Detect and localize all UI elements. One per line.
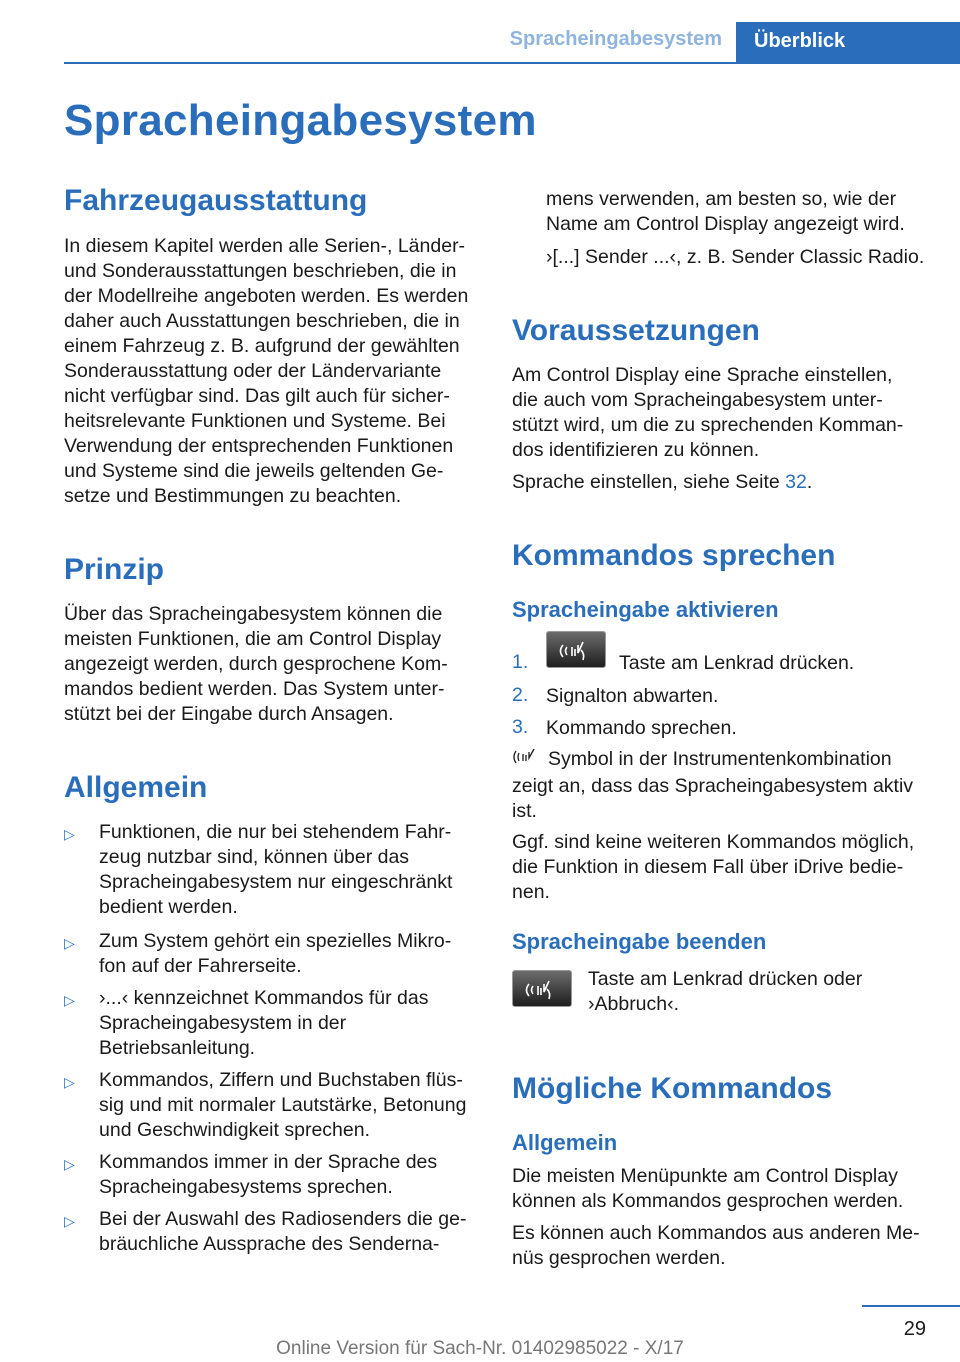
- page-number-rule: [862, 1305, 960, 1307]
- moegliche-paragraph-2: Es können auch Kommandos aus anderen Me- nüs gesprochen werden.: [512, 1222, 920, 1269]
- heading-moegliche-kommandos: Mögliche Kommandos: [512, 1072, 833, 1105]
- list-item: Zum System gehört ein spezielles Mikro- fon auf der Fahrerseite.: [99, 930, 452, 977]
- ggf-paragraph: Ggf. sind keine weiteren Kommandos möglich, die Funktion in diesem Fall über iDrive bedie- nen.: [512, 831, 915, 903]
- list-item: Kommandos, Ziffern und Buchstaben flüs- sig und mit normaler Lautstärke, Betonung und Geschwindigkeit sprechen.: [99, 1069, 467, 1141]
- voice-button-image: [512, 970, 572, 1007]
- voice-symbol-icon: [512, 747, 544, 774]
- header-rule: [64, 62, 736, 64]
- beenden-paragraph: Taste am Lenkrad drücken oder ›Abbruch‹.: [588, 968, 863, 1015]
- bullet-marker: ▷: [64, 1156, 75, 1172]
- heading-allgemein: Allgemein: [64, 771, 208, 804]
- heading-allgemein-sub: Allgemein: [512, 1130, 618, 1155]
- heading-fahrzeugausstattung: Fahrzeugausstattung: [64, 184, 368, 217]
- step-number: 2.: [512, 684, 529, 706]
- list-item: ›...‹ kennzeichnet Kommandos für das Spracheingabesystem in der Betriebsanleitung.: [99, 987, 429, 1059]
- page-title: Spracheingabesystem: [64, 96, 537, 145]
- voice-command-icon: [555, 636, 599, 666]
- prinzip-paragraph: Über das Spracheingabesystem können die meisten Funktionen, die am Control Display angezeigt werden, durch gesprochene Kom- mandos bedient werden. Das System unter- stützt bei der Eingabe durch Ansagen.: [64, 603, 448, 725]
- page-number: 29: [903, 1318, 926, 1340]
- fahrzeug-paragraph: In diesem Kapitel werden alle Serien-, Länder- und Sonderausstattungen beschrieben, die in der Modellreihe angeboten werden. Es werden daher auch Ausstattungen beschrieben, die in einem Fahrzeug z. B. aufgrund der gewählten Sonderausstattung oder der Ländervariante nicht verfügbar sind. Das gilt auch für sicher- heitsrelevante Funktionen und Systeme. Bei Verwendung der entsprechenden Funktionen und Systeme sind die jeweils geltenden Ge- setze und Bestimmungen zu beachten.: [64, 235, 469, 507]
- bullet-marker: ▷: [64, 1213, 75, 1229]
- symbol-paragraph: Symbol in der Instrumentenkombination zeigt an, dass das Spracheingabesystem aktiv ist.: [512, 748, 914, 822]
- bullet-marker: ▷: [64, 935, 75, 951]
- command-example: ›[...] Sender ...‹, z. B. Sender Classic Radio.: [546, 246, 925, 268]
- heading-kommandos-sprechen: Kommandos sprechen: [512, 539, 836, 572]
- heading-spracheingabe-beenden: Spracheingabe beenden: [512, 929, 767, 954]
- step-number: 3.: [512, 716, 529, 738]
- step-text: Kommando sprechen.: [546, 717, 737, 739]
- step-text: Signalton abwarten.: [546, 685, 719, 707]
- list-item: Bei der Auswahl des Radiosenders die ge- bräuchliche Aussprache des Senderna-: [99, 1208, 467, 1255]
- language-reference: Sprache einstellen, siehe Seite 32.: [512, 471, 813, 493]
- page-link[interactable]: 32: [785, 471, 807, 493]
- continued-list-text: mens verwenden, am besten so, wie der Name am Control Display angezeigt wird.: [546, 188, 905, 235]
- voice-command-icon: [521, 975, 565, 1005]
- bullet-marker: ▷: [64, 992, 75, 1008]
- list-item: Kommandos immer in der Sprache des Spracheingabesystems sprechen.: [99, 1151, 438, 1198]
- heading-prinzip: Prinzip: [64, 553, 165, 586]
- voice-button-image: [546, 631, 606, 668]
- moegliche-paragraph-1: Die meisten Menüpunkte am Control Display können als Kommandos gesprochen werden.: [512, 1165, 904, 1212]
- step-number: 1.: [512, 651, 529, 673]
- heading-voraussetzungen: Voraussetzungen: [512, 314, 760, 347]
- header-section-label: Spracheingabesystem: [509, 28, 722, 50]
- header-tab-overview: Überblick: [736, 22, 960, 64]
- list-item: Funktionen, die nur bei stehendem Fahr- zeug nutzbar sind, können über das Spracheingabesystem nur eingeschränkt bedient werden.: [99, 821, 453, 918]
- step-text: Taste am Lenkrad drücken.: [619, 652, 855, 674]
- bullet-marker: ▷: [64, 1074, 75, 1090]
- voraussetzungen-paragraph: Am Control Display eine Sprache einstellen, die auch vom Spracheingabesystem unter- stützt wird, um die zu sprechenden Komman- dos identifizieren zu können.: [512, 364, 904, 461]
- bullet-marker: ▷: [64, 826, 75, 842]
- heading-spracheingabe-aktivieren: Spracheingabe aktivieren: [512, 597, 779, 622]
- footer-text: Online Version für Sach-Nr. 01402985022 - X/17: [276, 1338, 684, 1359]
